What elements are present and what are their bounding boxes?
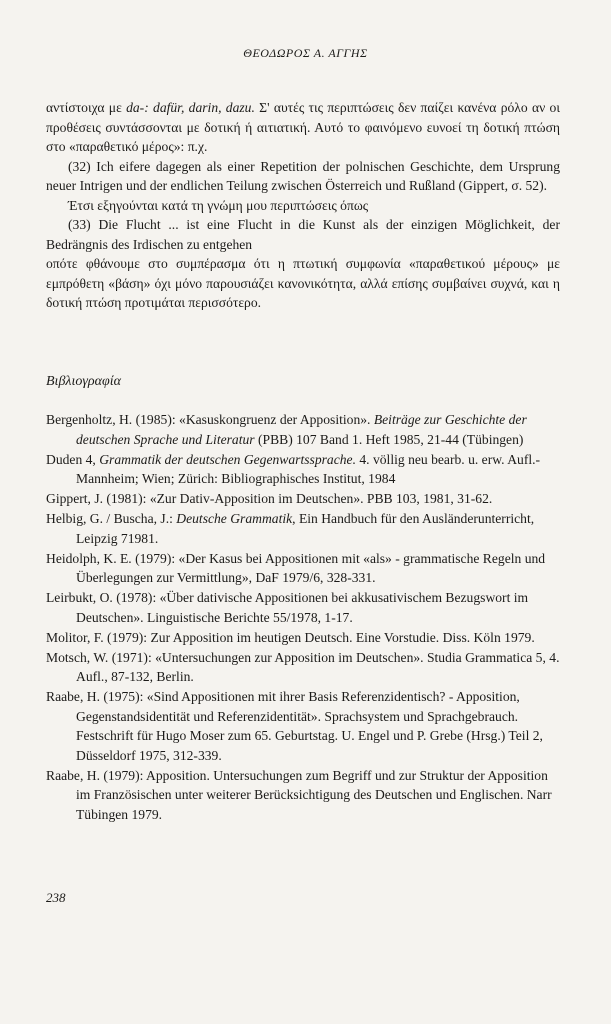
body-text: [46, 98, 560, 313]
entry-text: Heidolph, K. E. (1979): «Der Kasus bei Appositionen mit «als» - grammatische Regeln und Überlegungen zur Vermittlung», DaF 1979/6, 328-331.: [46, 550, 546, 585]
entry-text: Motsch, W. (1971): «Untersuchungen zur Apposition im Deutschen». Studia Grammatica 5, 4. Aufl., 87-132, Berlin.: [46, 649, 560, 684]
entry-text: Gippert, J. (1981): «Zur Dativ-Apposition im Deutschen». PBB 103, 1981, 31-62.: [46, 491, 493, 506]
entry-title: Deutsche Grammatik: [176, 511, 293, 526]
entry-title: Grammatik der deutschen Gegenwartssprache.: [99, 451, 356, 467]
bibliography-entry: [46, 509, 560, 548]
bibliography-entry: [46, 766, 560, 825]
paragraph-continuation: [46, 98, 560, 157]
bibliography-list: [46, 410, 560, 825]
entry-text: Raabe, H. (1979): Apposition. Untersuchungen zum Begriff und zur Struktur der Apposition im Französischen unter weiterer Berücksichtigung des Deutschen und Englischen. Narr Tübingen 1979.: [46, 767, 552, 822]
entry-text: Leirbukt, O. (1978): «Über dativische Appositionen bei akkusativischem Bezugswort im Deutschen». Linguistische Berichte 55/1978, 1-17.: [46, 590, 529, 625]
bibliography-entry: [46, 588, 560, 627]
bibliography-entry: [46, 687, 560, 765]
bibliography-entry: [46, 450, 560, 489]
example-33: (33) Die Flucht ... ist eine Flucht in die Kunst als der einzigen Möglichkeit, der Bedrängnis des Irdischen zu entgehen: [46, 217, 560, 252]
entry-text: , Ein Handbuch für den Ausländerunterricht, Leipzig 71981.: [76, 511, 535, 546]
entry-title: Beiträge zur Geschichte der deutschen Sprache und Literatur: [76, 412, 527, 447]
paragraph-conclusion: οπότε φθάνουμε στο συμπέρασμα ότι η πτωτική συμφωνία «παραθετικού μέρους» με εμπρόθετη «βάση» όχι μόνο παρουσιάζει κανονικότητα, αλλά επίσης συμβαίνει συχνά, και η δοτική πτώση προτιμάται περισσότερο.: [46, 256, 560, 310]
bibliography-entry: [46, 628, 560, 648]
entry-text: Bergenholtz, H. (1985): «Kasuskongruenz der Apposition».: [46, 412, 374, 427]
emphasized-text: da-: dafür, darin, dazu.: [126, 100, 255, 115]
paragraph-text: αντίστοιχα με: [46, 100, 127, 115]
running-head: ΘΕΟΔΩΡΟΣ Α. ΑΓΓΗΣ: [243, 46, 368, 60]
entry-text: (PBB) 107 Band 1. Heft 1985, 21-44 (Tübingen): [254, 431, 524, 447]
bibliography-entry: [46, 648, 560, 687]
example-32: (32) Ich eifere dagegen als einer Repetition der polnischen Geschichte, dem Ursprung neuer Intrigen und der endlichen Teilung zwischen Österreich und Rußland (Gippert, σ. 52).: [46, 158, 560, 193]
page-number: 238: [46, 890, 66, 905]
bibliography-entry: [46, 489, 560, 509]
entry-text: Molitor, F. (1979): Zur Apposition im heutigen Deutsch. Eine Vorstudie. Diss. Köln 1979.: [46, 629, 535, 645]
bibliography-heading: Βιβλιογραφία: [46, 374, 121, 389]
bibliography-entry: [46, 410, 560, 449]
paragraph-text: Σ' αυτές τις περιπτώσεις δεν παίζει κανένα ρόλο αν οι προθέσεις συντάσσονται με δοτική ή αιτιατική. Αυτό το φαινόμενο ευνοεί τη δοτική πτώση στο «παραθετικό μέρος»: π.χ.: [46, 100, 560, 154]
entry-text: Duden 4,: [46, 451, 100, 467]
paragraph-greek: Έτσι εξηγούνται κατά τη γνώμη μου περιπτώσεις όπως: [68, 197, 369, 213]
entry-text: Raabe, H. (1975): «Sind Appositionen mit ihrer Basis Referenzidentisch? - Apposition, Gegenstandsidentität und Referenzidentität». Sprachsystem und Sprachgebrauch. Festschrift für Hugo Moser zum 65. Geburtstag. U. Engel und P. Grebe (Hrsg.) Teil 2, Düsseldorf 1975, 312-339.: [46, 689, 543, 763]
bibliography-entry: [46, 549, 560, 588]
entry-text: Helbig, G. / Buscha, J.:: [46, 511, 177, 526]
entry-text: 4. völlig neu bearb. u. erw. Aufl.-Mannheim; Wien; Zürich: Bibliographisches Institut, 1984: [76, 451, 541, 486]
